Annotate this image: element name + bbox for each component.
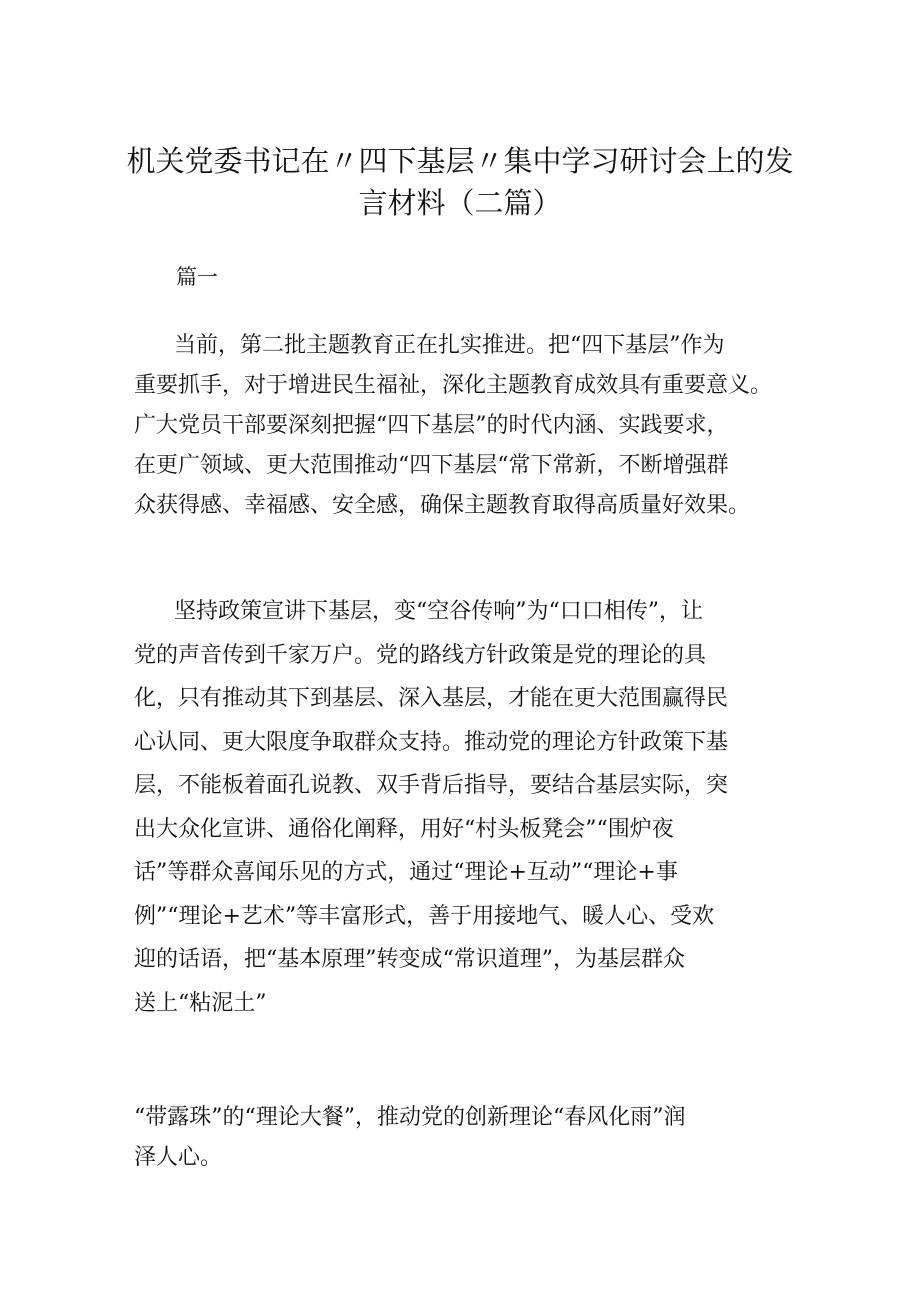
text-line: 当前，第二批主题教育正在扎实推进。把“四下基层”作为 xyxy=(174,333,725,358)
text-line: “带露珠”的“理论大餐”，推动党的创新理论“春风化雨”润 xyxy=(134,1105,686,1130)
text-line: 心认同、更大限度争取群众支持。推动党的理论方针政策下基 xyxy=(134,729,729,755)
text-line: 化，只有推动其下到基层、深入基层，才能在更大范围赢得民 xyxy=(134,686,729,711)
text-line: 众获得感、幸福感、安全感，确保主题教育取得高质量好效果。 xyxy=(134,493,751,518)
document-title xyxy=(0,140,920,224)
paragraph-2 xyxy=(134,590,728,1025)
text-line: 党的声音传到千家万户。党的路线方针政策是党的理论的具 xyxy=(134,642,707,668)
section-label: 篇一 xyxy=(176,265,218,289)
text-line: 出大众化宣讲、通俗化阐释，用好“村头板凳会”“围炉夜 xyxy=(134,816,674,842)
text-line: 迎的话语，把“基本原理”转变成“常识道理”，为基层群众 xyxy=(134,947,685,972)
title-line: 言材料（二篇） xyxy=(358,186,562,220)
text-line: 送上“粘泥土” xyxy=(134,990,267,1016)
text-line: 话”等群众喜闻乐见的方式，通过“理论+互动”“理论+事 xyxy=(134,860,678,885)
text-line: 例”“理论+艺术”等丰富形式，善于用接地气、暖人心、受欢 xyxy=(134,903,715,929)
text-line: 广大党员干部要深刻把握“四下基层”的时代内涵、实践要求， xyxy=(134,413,729,438)
text-line: 泽人心。 xyxy=(134,1145,223,1170)
paragraph-1 xyxy=(134,326,772,526)
text-line: 在更广领域、更大范围推动“四下基层“常下常新，不断增强群 xyxy=(134,453,729,478)
text-line: 坚持政策宣讲下基层，变“空谷传响”为“口口相传”，让 xyxy=(174,599,703,624)
title-line: 机关党委书记在〃四下基层〃集中学习研讨会上的发 xyxy=(126,144,794,178)
text-line: 层，不能板着面孔说教、双手背后指导，要结合基层实际，突 xyxy=(134,773,729,798)
paragraph-3 xyxy=(134,1098,685,1178)
text-line: 重要抓手，对于增进民生福祉，深化主题教育成效具有重要意义。 xyxy=(134,373,773,398)
